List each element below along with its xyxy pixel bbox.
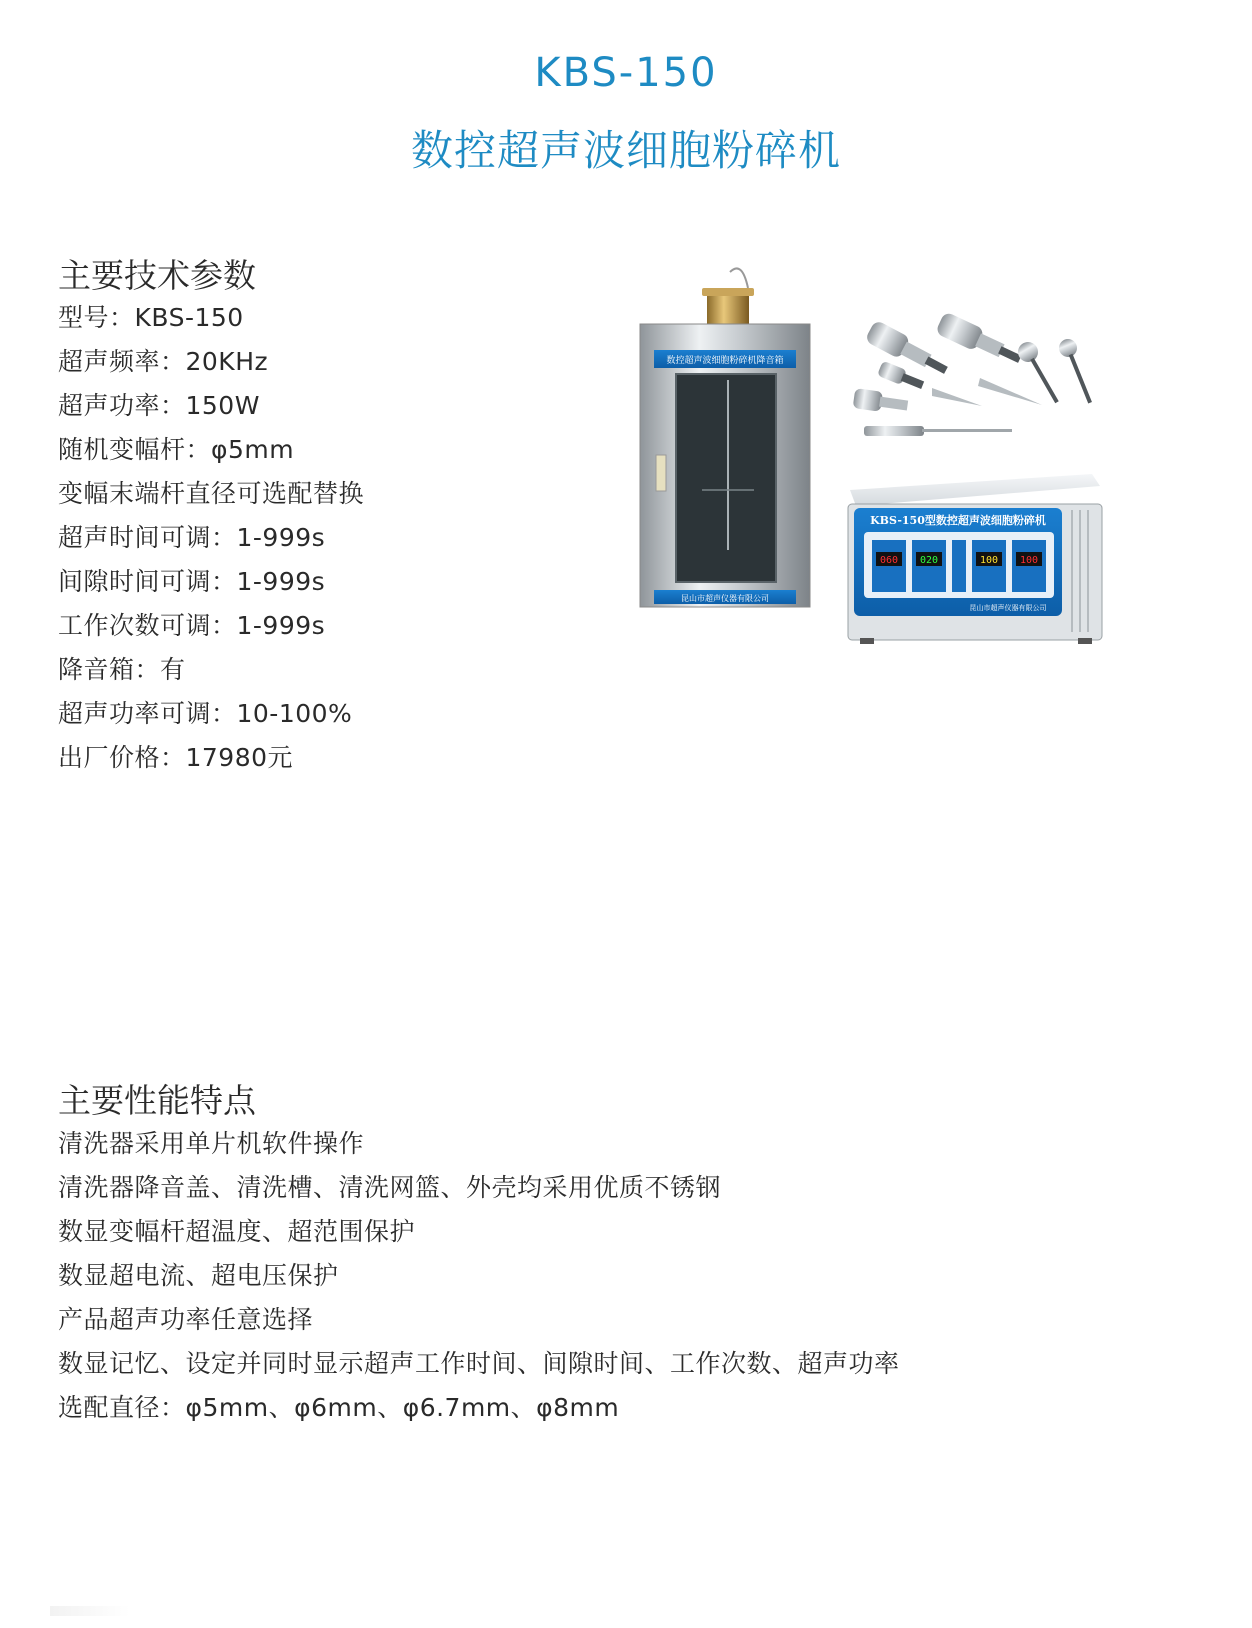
svg-text:020: 020 [919, 555, 939, 566]
product-photo [632, 260, 1112, 650]
svg-text:060: 060 [879, 555, 899, 566]
feature-item: 清洗器降音盖、清洗槽、清洗网篮、外壳均采用优质不锈钢 [58, 1173, 722, 1202]
feature-item: 产品超声功率任意选择 [58, 1305, 314, 1334]
led-display-1 [872, 540, 906, 592]
spec-item: 超声功率：150W [58, 391, 260, 420]
controller-unit [848, 474, 1102, 644]
spec-item: 随机变幅杆：φ5mm [58, 435, 295, 464]
feature-item: 数显变幅杆超温度、超范围保护 [58, 1217, 416, 1246]
spec-item: 型号：KBS-150 [58, 303, 244, 332]
feature-item: 数显超电流、超电压保护 [58, 1261, 339, 1290]
spec-item: 超声时间可调：1-999s [58, 523, 326, 552]
horn-accessories [853, 311, 1099, 436]
box-company-label: 昆山市超声仪器有限公司 [681, 594, 769, 603]
feature-item: 选配直径：φ5mm、φ6mm、φ6.7mm、φ8mm [58, 1393, 620, 1422]
led-display-3 [972, 540, 1006, 592]
spec-item: 超声频率：20KHz [58, 347, 269, 376]
svg-text:100: 100 [979, 555, 999, 566]
features-heading: 主要性能特点 [58, 1081, 256, 1120]
svg-text:100: 100 [1019, 555, 1039, 566]
product-name-title: 数控超声波细胞粉碎机 [410, 126, 841, 175]
box-label: 数控超声波细胞粉碎机降音箱 [666, 356, 784, 366]
spec-item: 出厂价格：17980元 [58, 743, 294, 772]
led-display-4 [1012, 540, 1046, 592]
controller-company-label: 昆山市超声仪器有限公司 [969, 604, 1047, 612]
feature-item: 清洗器采用单片机软件操作 [58, 1129, 365, 1158]
controller-title: KBS-150型数控超声波细胞粉碎机 [870, 514, 1046, 527]
feature-item: 数显记忆、设定并同时显示超声工作时间、间隙时间、工作次数、超声功率 [58, 1349, 900, 1378]
spec-item: 间隙时间可调：1-999s [58, 567, 326, 596]
page-corner-mark [50, 1606, 130, 1616]
spec-item: 超声功率可调：10-100% [58, 699, 353, 728]
spec-item: 工作次数可调：1-999s [58, 611, 326, 640]
feature-list [58, 1122, 900, 1430]
soundproof-box [640, 268, 810, 607]
spec-list [58, 296, 364, 780]
led-display-2 [912, 540, 946, 592]
spec-item: 降音箱：有 [58, 655, 186, 684]
spec-item: 变幅末端杆直径可选配替换 [58, 479, 365, 508]
product-model-title: KBS-150 [534, 50, 718, 96]
specs-heading: 主要技术参数 [58, 256, 256, 295]
